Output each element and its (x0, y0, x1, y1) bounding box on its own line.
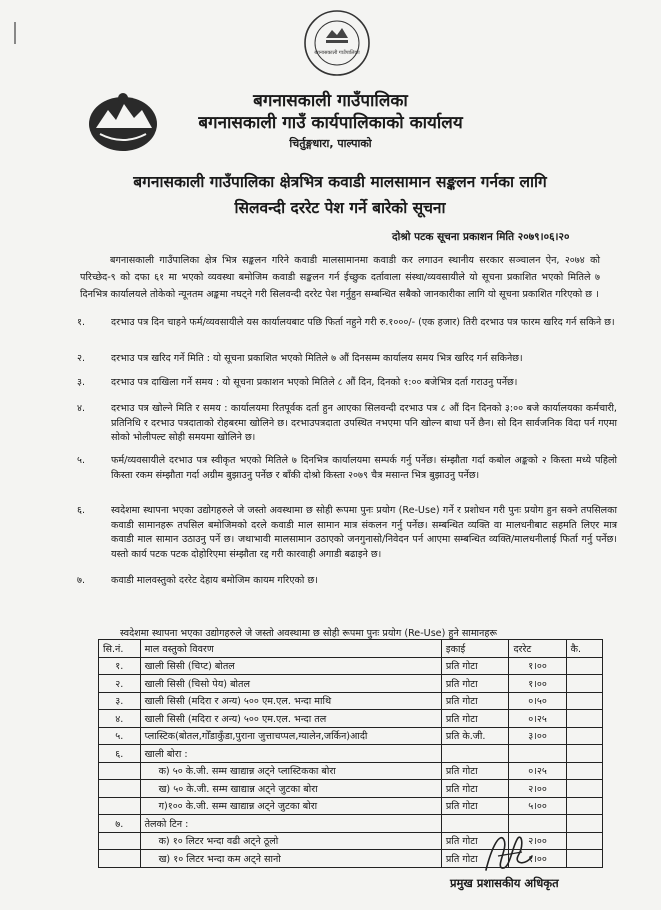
cell-rate: २।०० (509, 832, 566, 850)
table-row (99, 675, 603, 693)
cell-rate (509, 745, 566, 763)
header-remarks: कै. (566, 640, 602, 658)
cell-unit: प्रति गोटा (441, 832, 509, 850)
cell-description: ग)१०० के.जी. सम्म खाद्यान्न अट्ने जुटका बोरा (140, 797, 441, 815)
intro-paragraph (80, 252, 600, 303)
cell-unit: प्रति गोटा (441, 780, 509, 798)
table-caption: स्वदेशमा स्थापना भएका उद्योगहरुले जे जस्तो अवस्थामा छ सोही रूपमा पुनः प्रयोग (Re-Use) हुने सामानहरू (120, 628, 497, 639)
table-row (99, 762, 603, 780)
cell-description: खाली बोरा : (140, 745, 441, 763)
cell-unit: प्रति गोटा (441, 692, 509, 710)
cell-remarks (566, 780, 602, 798)
cell-remarks (566, 797, 602, 815)
intro-text: बगनासकाली गाउँपालिका क्षेत्र भित्र सङ्कलन गरिने कवाडी मालसामानमा कवाडी कर लगाउन स्थानीय सरकार सञ्चालन ऐन, २०७४ को परिच्छेद-९ को दफा ६१ मा भएको व्यवस्था बमोजिम कवाडी सङ्कलन गर्न ईच्छुक दर्तावाला संस्था/व्यवसायीले यो सूचना प्रकाशित भएको मितिले ७ दिनभित्र कार्यालयले तोकेको न्यूनतम अङ्कमा नघट्ने गरी सिलवन्दी दररेट पेश गर्नुहुन सम्बन्धित सबैको जानकारीका लागि यो सूचना प्रकाशित गरिएको छ । (80, 255, 600, 300)
margin-mark (14, 22, 16, 44)
notice-title-line1: बगनासकाली गाउँपालिका क्षेत्रभित्र कवाडी मालसामान सङ्कलन गर्नका लागि (133, 173, 547, 191)
cell-serial: ७. (99, 815, 141, 833)
cell-description: तेलको टिन : (140, 815, 441, 833)
cell-unit: प्रति के.जी. (441, 727, 509, 745)
cell-remarks (566, 675, 602, 693)
cell-remarks (566, 815, 602, 833)
cell-remarks (566, 832, 602, 850)
item-number: २. (77, 353, 86, 364)
cell-serial: २. (99, 675, 141, 693)
cell-remarks (566, 762, 602, 780)
cell-rate: १।०० (509, 675, 566, 693)
cell-rate: २।०० (509, 780, 566, 798)
publication-date: दोश्रो पटक सूचना प्रकाशन मिति २०७९।०६।२० (392, 231, 570, 243)
municipality-name: बगनासकाली गाउँपालिका (253, 91, 408, 111)
item-text: कवाडी मालवस्तुको दररेट देहाय बमोजिम कायम गरिएको छ। (111, 575, 318, 586)
cell-remarks (566, 657, 602, 675)
table-row (99, 780, 603, 798)
item-number: ३. (77, 377, 86, 388)
handwritten-signature (478, 826, 538, 878)
cell-rate: ३।०० (509, 727, 566, 745)
list-item (77, 574, 617, 589)
cell-description: खाली सिसी (मदिरा र अन्य) ५०० एम.एल. भन्दा तल (140, 710, 441, 728)
cell-unit: प्रति गोटा (441, 710, 509, 728)
list-item (77, 352, 617, 367)
cell-serial: ५. (99, 727, 141, 745)
cell-serial (99, 850, 141, 868)
office-address: चिर्तुङ्गधारा, पाल्पाको (289, 137, 372, 150)
signatory-title: प्रमुख प्रशासकीय अधिकृत (450, 876, 559, 890)
header-description: माल वस्तुको विवरण (140, 640, 441, 658)
cell-description: खाली सिसी (चिप्ट) बोतल (140, 657, 441, 675)
table-row (99, 797, 603, 815)
header-unit: इकाई (441, 640, 509, 658)
list-item (77, 402, 617, 446)
cell-serial: ४. (99, 710, 141, 728)
cell-rate: ५।०० (509, 797, 566, 815)
cell-unit (441, 745, 509, 763)
item-text: स्वदेशमा स्थापना भएका उद्योगहरुले जे जस्तो अवस्थामा छ सोही रूपमा पुनः प्रयोग (Re-Use) गर्ने र प्रशोधन गरी पुनः प्रयोग हुन सक्ने तपसिलका कवाडी सामानहरू तपसिल बमोजिमको दरले कवाडी माल सामान मात्र संकलन गर्नु पर्नेछ। सम्बन्धित व्यक्ति वा मालधनीबाट सहमति लिएर मात्र कवाडी माल सामान उठाउनु पर्ने छ। जथाभावी मालसामान उठाएको जनगुनासो/निवेदन पर्न आएमा सम्बन्धित व्यक्ति/मालधनीलाई फिर्ता गर्नु पर्नेछ। यस्तो कार्य पटक पटक दोहोरिएमा संम्झौता रद्द गरी कारवाही अगाडी बढाइने छ। (111, 505, 617, 560)
cell-serial (99, 780, 141, 798)
cell-description: ख) १० लिटर भन्दा कम अट्ने सानो (140, 850, 441, 868)
cell-remarks (566, 710, 602, 728)
item-text: दरभाउ पत्र खरिद गर्ने मिति : यो सूचना प्रकाशित भएको मितिले ७ औं दिनसम्म कार्यालय समय भित्र खरिद गर्न सकिनेछ। (111, 353, 523, 364)
cell-description: क) १० लिटर भन्दा वढी अट्ने ठूलो (140, 832, 441, 850)
cell-unit: प्रति गोटा (441, 657, 509, 675)
cell-rate: ०।५० (509, 692, 566, 710)
cell-rate: १।०० (509, 850, 566, 868)
cell-description: खाली सिसी (चिसो पेय) बोतल (140, 675, 441, 693)
cell-serial: ३. (99, 692, 141, 710)
cell-description: ख) ५० के.जी. सम्म खाद्यान्न अट्ने जुटका बोरा (140, 780, 441, 798)
item-number: ७. (77, 575, 86, 586)
item-text: दरभाउ पत्र दाखिला गर्ने समय : यो सूचना प्रकाशन भएको मितिले ८ औं दिन, दिनको १:०० बजेभित्र दर्ता गराउनु पर्नेछ। (111, 377, 518, 388)
cell-unit: प्रति गोटा (441, 762, 509, 780)
table-header-row (99, 640, 603, 658)
list-item (77, 316, 617, 331)
cell-unit: प्रति गोटा (441, 675, 509, 693)
cell-serial: ६. (99, 745, 141, 763)
cell-remarks (566, 692, 602, 710)
cell-unit: प्रति गोटा (441, 850, 509, 868)
item-number: ४. (77, 403, 86, 414)
cell-rate: ०।२५ (509, 710, 566, 728)
cell-rate: १।०० (509, 657, 566, 675)
list-item (77, 376, 617, 391)
item-number: ५. (77, 455, 86, 466)
item-text: दरभाउ पत्र दिन चाहने फर्म/व्यवसायीले यस कार्यालयबाट पछि फिर्ता नहुने गरी रु.१०००/- (एक हजार) तिरी दरभाउ पत्र फारम खरिद गर्न सकिने छ। (111, 317, 615, 328)
cell-description: प्लास्टिक(बोतल,गोँडाकुँडा,पुराना जुत्ताचप्पल,ग्यालेन,जर्किन)आदी (140, 727, 441, 745)
item-text: दरभाउ पत्र खोल्ने मिति र समय : कार्यालयमा रितपूर्वक दर्ता हुन आएका सिलवन्दी दरभाउ पत्र ८ औं दिन दिनको ३:०० बजे कार्यालयका कर्मचारी, प्रतिनिधि र दरभाउ पत्रदाताको रोहबरमा खोलिने छ। दरभाउपत्रदाता उपस्थित नभएमा पनि खोल्न बाधा पर्ने छैन। सो दिन सार्वजनिक विदा पर्न गएमा सोको भोलीपल्ट सोही समयमा खोलिने छ। (111, 403, 617, 443)
header-serial: सि.नं. (99, 640, 141, 658)
cell-description: खाली सिसी (मदिरा र अन्य) ५०० एम.एल. भन्दा माथि (140, 692, 441, 710)
list-item (77, 454, 617, 483)
office-seal-stamp (302, 8, 372, 78)
table-row (99, 745, 603, 763)
seal-text: बगनासकाली गाउँपालिका (314, 50, 360, 56)
table-row (99, 727, 603, 745)
cell-remarks (566, 727, 602, 745)
table-row (99, 657, 603, 675)
table-row (99, 692, 603, 710)
cell-remarks (566, 850, 602, 868)
cell-serial (99, 762, 141, 780)
item-text: फर्म/व्यवसायीले दरभाउ पत्र स्वीकृत भएको मितिले ७ दिनभित्र कार्यालयमा सम्पर्क गर्नु पर्नेछ। संम्झौता गर्दा कबोल अङ्कको २ किस्ता मध्ये पहिलो किस्ता रकम संम्झौता गर्दा अग्रीम बुझाउनु पर्नेछ र बाँकी दोश्रो किस्ता २०७९ चैत्र मसान्त भित्र बुझाउनु पर्नेछ। (111, 455, 617, 481)
table-row (99, 710, 603, 728)
header-rate: दररेट (509, 640, 566, 658)
cell-rate: ०।२५ (509, 762, 566, 780)
list-item (77, 504, 617, 562)
notice-title-line2: सिलवन्दी दररेट पेश गर्ने बारेको सूचना (234, 199, 446, 217)
cell-description: क) ५० के.जी. सम्म खाद्यान्न अट्ने प्लास्टिकका बोरा (140, 762, 441, 780)
item-number: ६. (77, 505, 86, 516)
office-name: बगनासकाली गाउँ कार्यपालिकाको कार्यालय (198, 113, 463, 133)
cell-serial: १. (99, 657, 141, 675)
cell-remarks (566, 745, 602, 763)
cell-unit: प्रति गोटा (441, 797, 509, 815)
item-number: १. (77, 317, 86, 328)
cell-serial (99, 832, 141, 850)
cell-serial (99, 797, 141, 815)
